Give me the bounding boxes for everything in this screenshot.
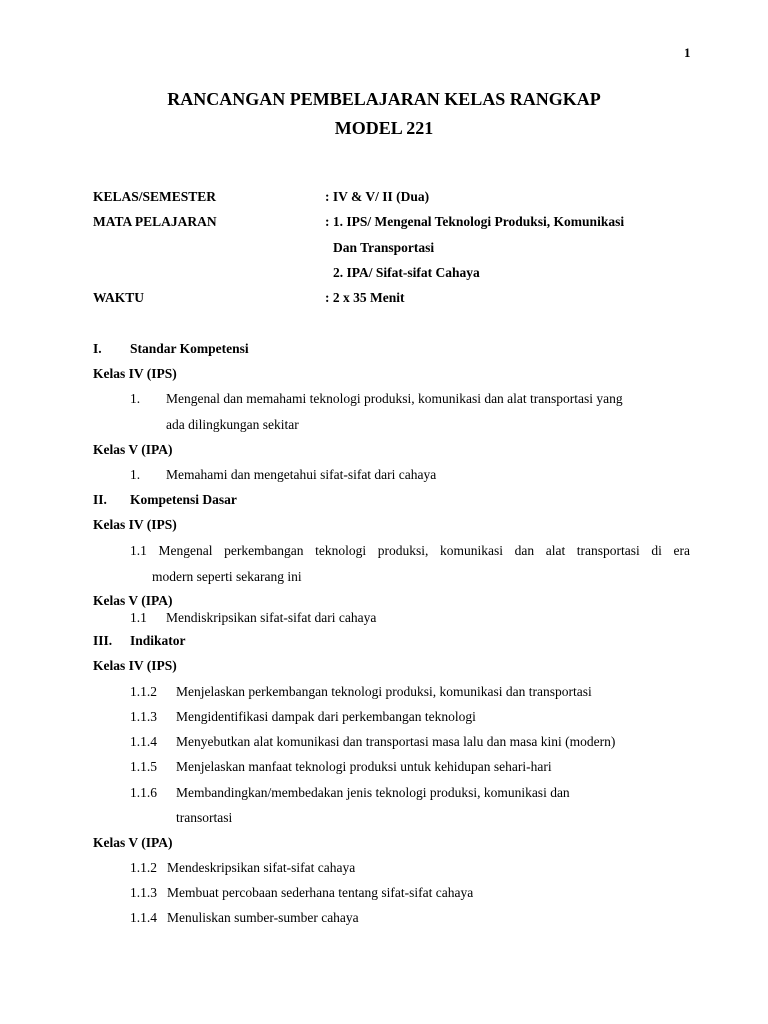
indicator-number: 1.1.4	[130, 910, 157, 925]
indicator-text: Menjelaskan manfaat teknologi produksi untuk kehidupan sehari-hari	[176, 759, 552, 774]
section-1-iv-item-line-1: Mengenal dan memahami teknologi produksi, komunikasi dan alat transportasi yang	[166, 391, 623, 406]
indicator-text: Mengidentifikasi dampak dari perkembangan teknologi	[176, 709, 476, 724]
section-1-heading: Standar Kompetensi	[130, 341, 249, 356]
document-title-line-2: MODEL 221	[334, 118, 434, 138]
section-3-kelas-v-heading: Kelas V (IPA)	[93, 835, 173, 850]
indicator-number: 1.1.5	[130, 759, 157, 774]
section-2-number: II.	[93, 492, 107, 507]
section-1-iv-item-number: 1.	[130, 391, 141, 406]
indicator-number: 1.1.2	[130, 860, 157, 875]
section-2-iv-item-line-1: 1.1 Mengenal perkembangan teknologi produksi, komunikasi dan alat transportasi di era	[130, 543, 690, 558]
section-3-number: III.	[93, 633, 113, 648]
kelas-semester-label: KELAS/SEMESTER	[93, 189, 217, 204]
mata-pelajaran-value-2: Dan Transportasi	[333, 240, 435, 255]
indicator-text-continuation: transortasi	[176, 810, 233, 825]
indicator-number: 1.1.2	[130, 684, 157, 699]
indicator-number: 1.1.4	[130, 734, 157, 749]
indicator-text: Membuat percobaan sederhana tentang sifat-sifat cahaya	[167, 885, 474, 900]
mata-pelajaran-label: MATA PELAJARAN	[93, 214, 217, 229]
indicator-text: Menjelaskan perkembangan teknologi produksi, komunikasi dan transportasi	[176, 684, 592, 699]
section-1-kelas-iv-heading: Kelas IV (IPS)	[93, 366, 177, 381]
section-2-heading: Kompetensi Dasar	[130, 492, 237, 507]
indicator-number: 1.1.3	[130, 709, 157, 724]
waktu-value: : 2 x 35 Menit	[325, 290, 405, 305]
section-3-heading: Indikator	[130, 633, 186, 648]
section-1-iv-item-line-2: ada dilingkungan sekitar	[166, 417, 299, 432]
section-2-v-item-text: Mendiskripsikan sifat-sifat dari cahaya	[166, 610, 377, 625]
indicator-text: Mendeskripsikan sifat-sifat cahaya	[167, 860, 356, 875]
section-1-v-item-text: Memahami dan mengetahui sifat-sifat dari cahaya	[166, 467, 437, 482]
indicator-text: Membandingkan/membedakan jenis teknologi produksi, komunikasi dan	[176, 785, 570, 800]
document-title-line-1: RANCANGAN PEMBELAJARAN KELAS RANGKAP	[167, 89, 601, 109]
section-3-kelas-iv-heading: Kelas IV (IPS)	[93, 658, 177, 673]
indicator-number: 1.1.3	[130, 885, 157, 900]
section-2-iv-item-line-2: modern seperti sekarang ini	[152, 569, 302, 584]
mata-pelajaran-value-3: 2. IPA/ Sifat-sifat Cahaya	[333, 265, 480, 280]
section-1-v-item-number: 1.	[130, 467, 141, 482]
mata-pelajaran-value-1: : 1. IPS/ Mengenal Teknologi Produksi, Komunikasi	[325, 214, 625, 229]
indicator-text: Menyebutkan alat komunikasi dan transportasi masa lalu dan masa kini (modern)	[176, 734, 616, 749]
waktu-label: WAKTU	[93, 290, 145, 305]
section-1-number: I.	[93, 341, 102, 356]
section-1-kelas-v-heading: Kelas V (IPA)	[93, 442, 173, 457]
section-2-v-item-number: 1.1	[130, 610, 147, 625]
kelas-semester-value: : IV & V/ II (Dua)	[325, 189, 430, 204]
page-number: 1	[684, 45, 691, 60]
section-2-kelas-iv-heading: Kelas IV (IPS)	[93, 517, 177, 532]
section-2-kelas-v-heading: Kelas V (IPA)	[93, 593, 173, 608]
indicator-text: Menuliskan sumber-sumber cahaya	[167, 910, 359, 925]
indicator-number: 1.1.6	[130, 785, 157, 800]
